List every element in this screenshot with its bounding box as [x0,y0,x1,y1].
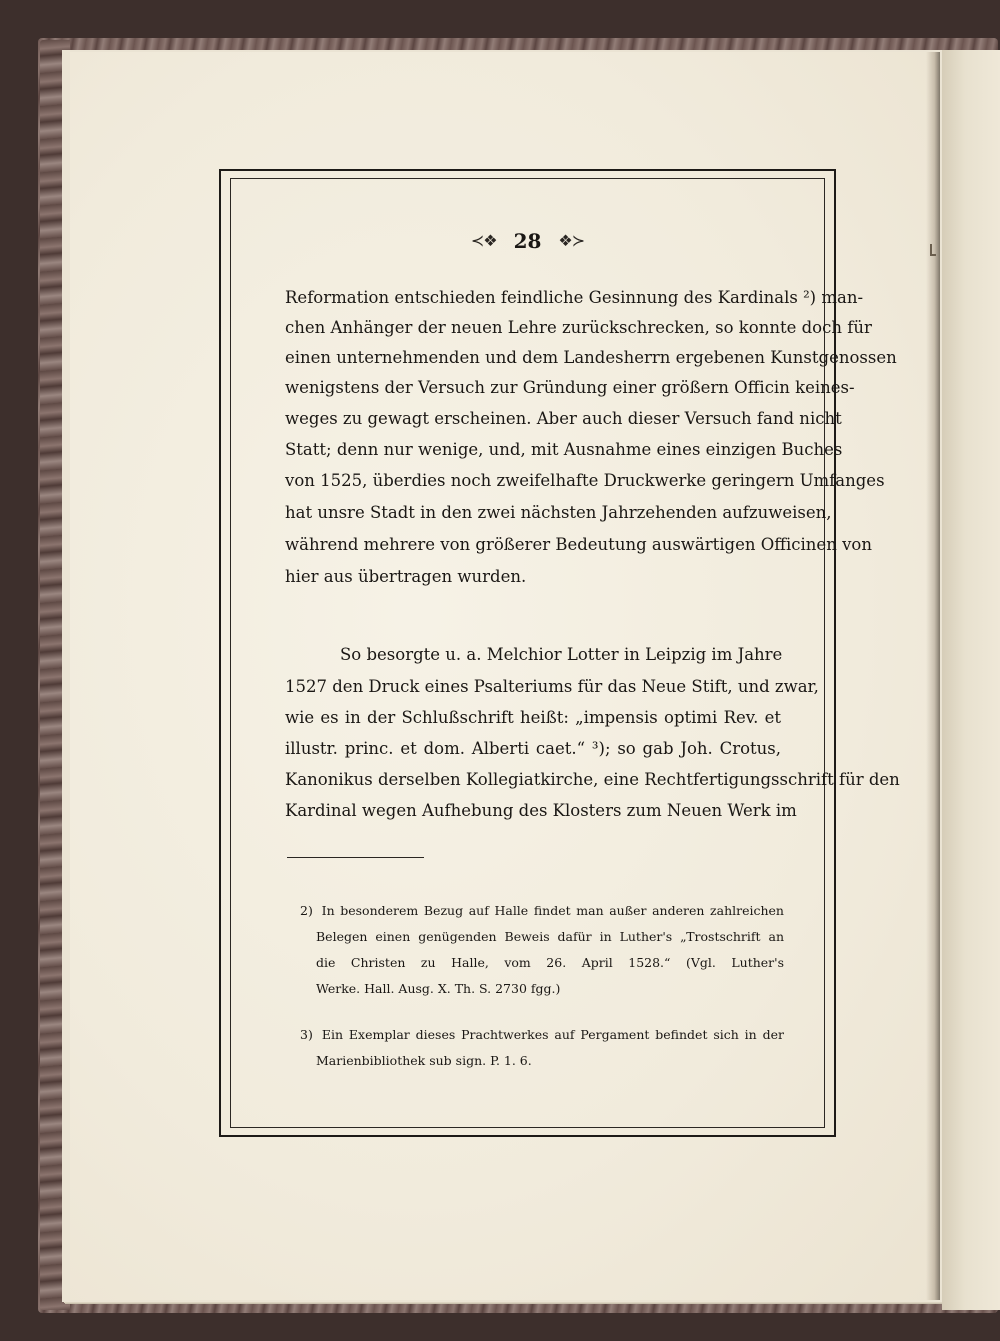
right-ornament-icon: ❖≻ [558,231,585,250]
page-number: 28 [513,229,542,253]
footnote-line [300,1027,784,1043]
body-line: So besorgte u. a. Melchior Lotter in Leipzig im Jahre [340,645,783,664]
footnote-marker: 3) [300,1027,313,1042]
body-line: von 1525, überdies noch zweifelhafte Druckwerke geringern Umfanges [285,471,885,490]
body-line: hier aus übertragen wurden. [285,567,527,586]
body-line: 1527 den Druck eines Psalteriums für das Neue Stift, und zwar, [285,677,819,696]
facing-page-mark-foot [930,254,936,256]
footnote-line [300,903,784,919]
footnote-line: die Christen zu Halle, vom 26. April 1528.“ (Vgl. Luther's [316,955,784,970]
footnote-line: Marienbibliothek sub sign. P. 1. 6. [316,1053,532,1068]
footnote-line: Belegen einen genügenden Beweis dafür in Luther's „Trostschrift an [316,929,784,944]
body-line: chen Anhänger der neuen Lehre zurückschrecken, so konnte doch für [285,318,872,337]
body-line: einen unternehmenden und dem Landesherrn ergebenen Kunstgenossen [285,348,897,367]
body-line: wenigstens der Versuch zur Gründung einer größern Officin keines- [285,378,855,397]
page-header [230,229,825,253]
footnote-line: Werke. Hall. Ausg. X. Th. S. 2730 fgg.) [316,981,561,996]
body-line: Statt; denn nur wenige, und, mit Ausnahme eines einzigen Buches [285,440,843,459]
facing-page-edge [942,50,1000,1310]
footnote-marker: 2) [300,903,313,918]
body-line: Kardinal wegen Aufhebung des Klosters zum Neuen Werk im [285,801,797,820]
footnote-text: In besonderem Bezug auf Halle findet man außer anderen zahlreichen [321,903,784,918]
body-line: Kanonikus derselben Kollegiatkirche, eine Rechtfertigungsschrift für den [285,770,900,789]
left-ornament-icon: ≺❖ [470,231,497,250]
footnote-rule [287,857,424,858]
page-gutter-shadow [926,52,940,1300]
body-line: hat unsre Stadt in den zwei nächsten Jahrzehenden aufzuweisen, [285,503,832,522]
facing-page-mark [930,244,932,254]
body-line: Reformation entschieden feindliche Gesinnung des Kardinals ²) man- [285,288,864,307]
body-line: illustr. princ. et dom. Alberti caet.“ ³); so gab Joh. Crotus, [285,739,781,758]
body-line: während mehrere von größerer Bedeutung auswärtigen Officinen von [285,535,872,554]
body-line: weges zu gewagt erscheinen. Aber auch dieser Versuch fand nicht [285,409,842,428]
body-line: wie es in der Schlußschrift heißt: „impensis optimi Rev. et [285,708,781,727]
footnote-text: Ein Exemplar dieses Prachtwerkes auf Pergament befindet sich in der [321,1027,784,1042]
